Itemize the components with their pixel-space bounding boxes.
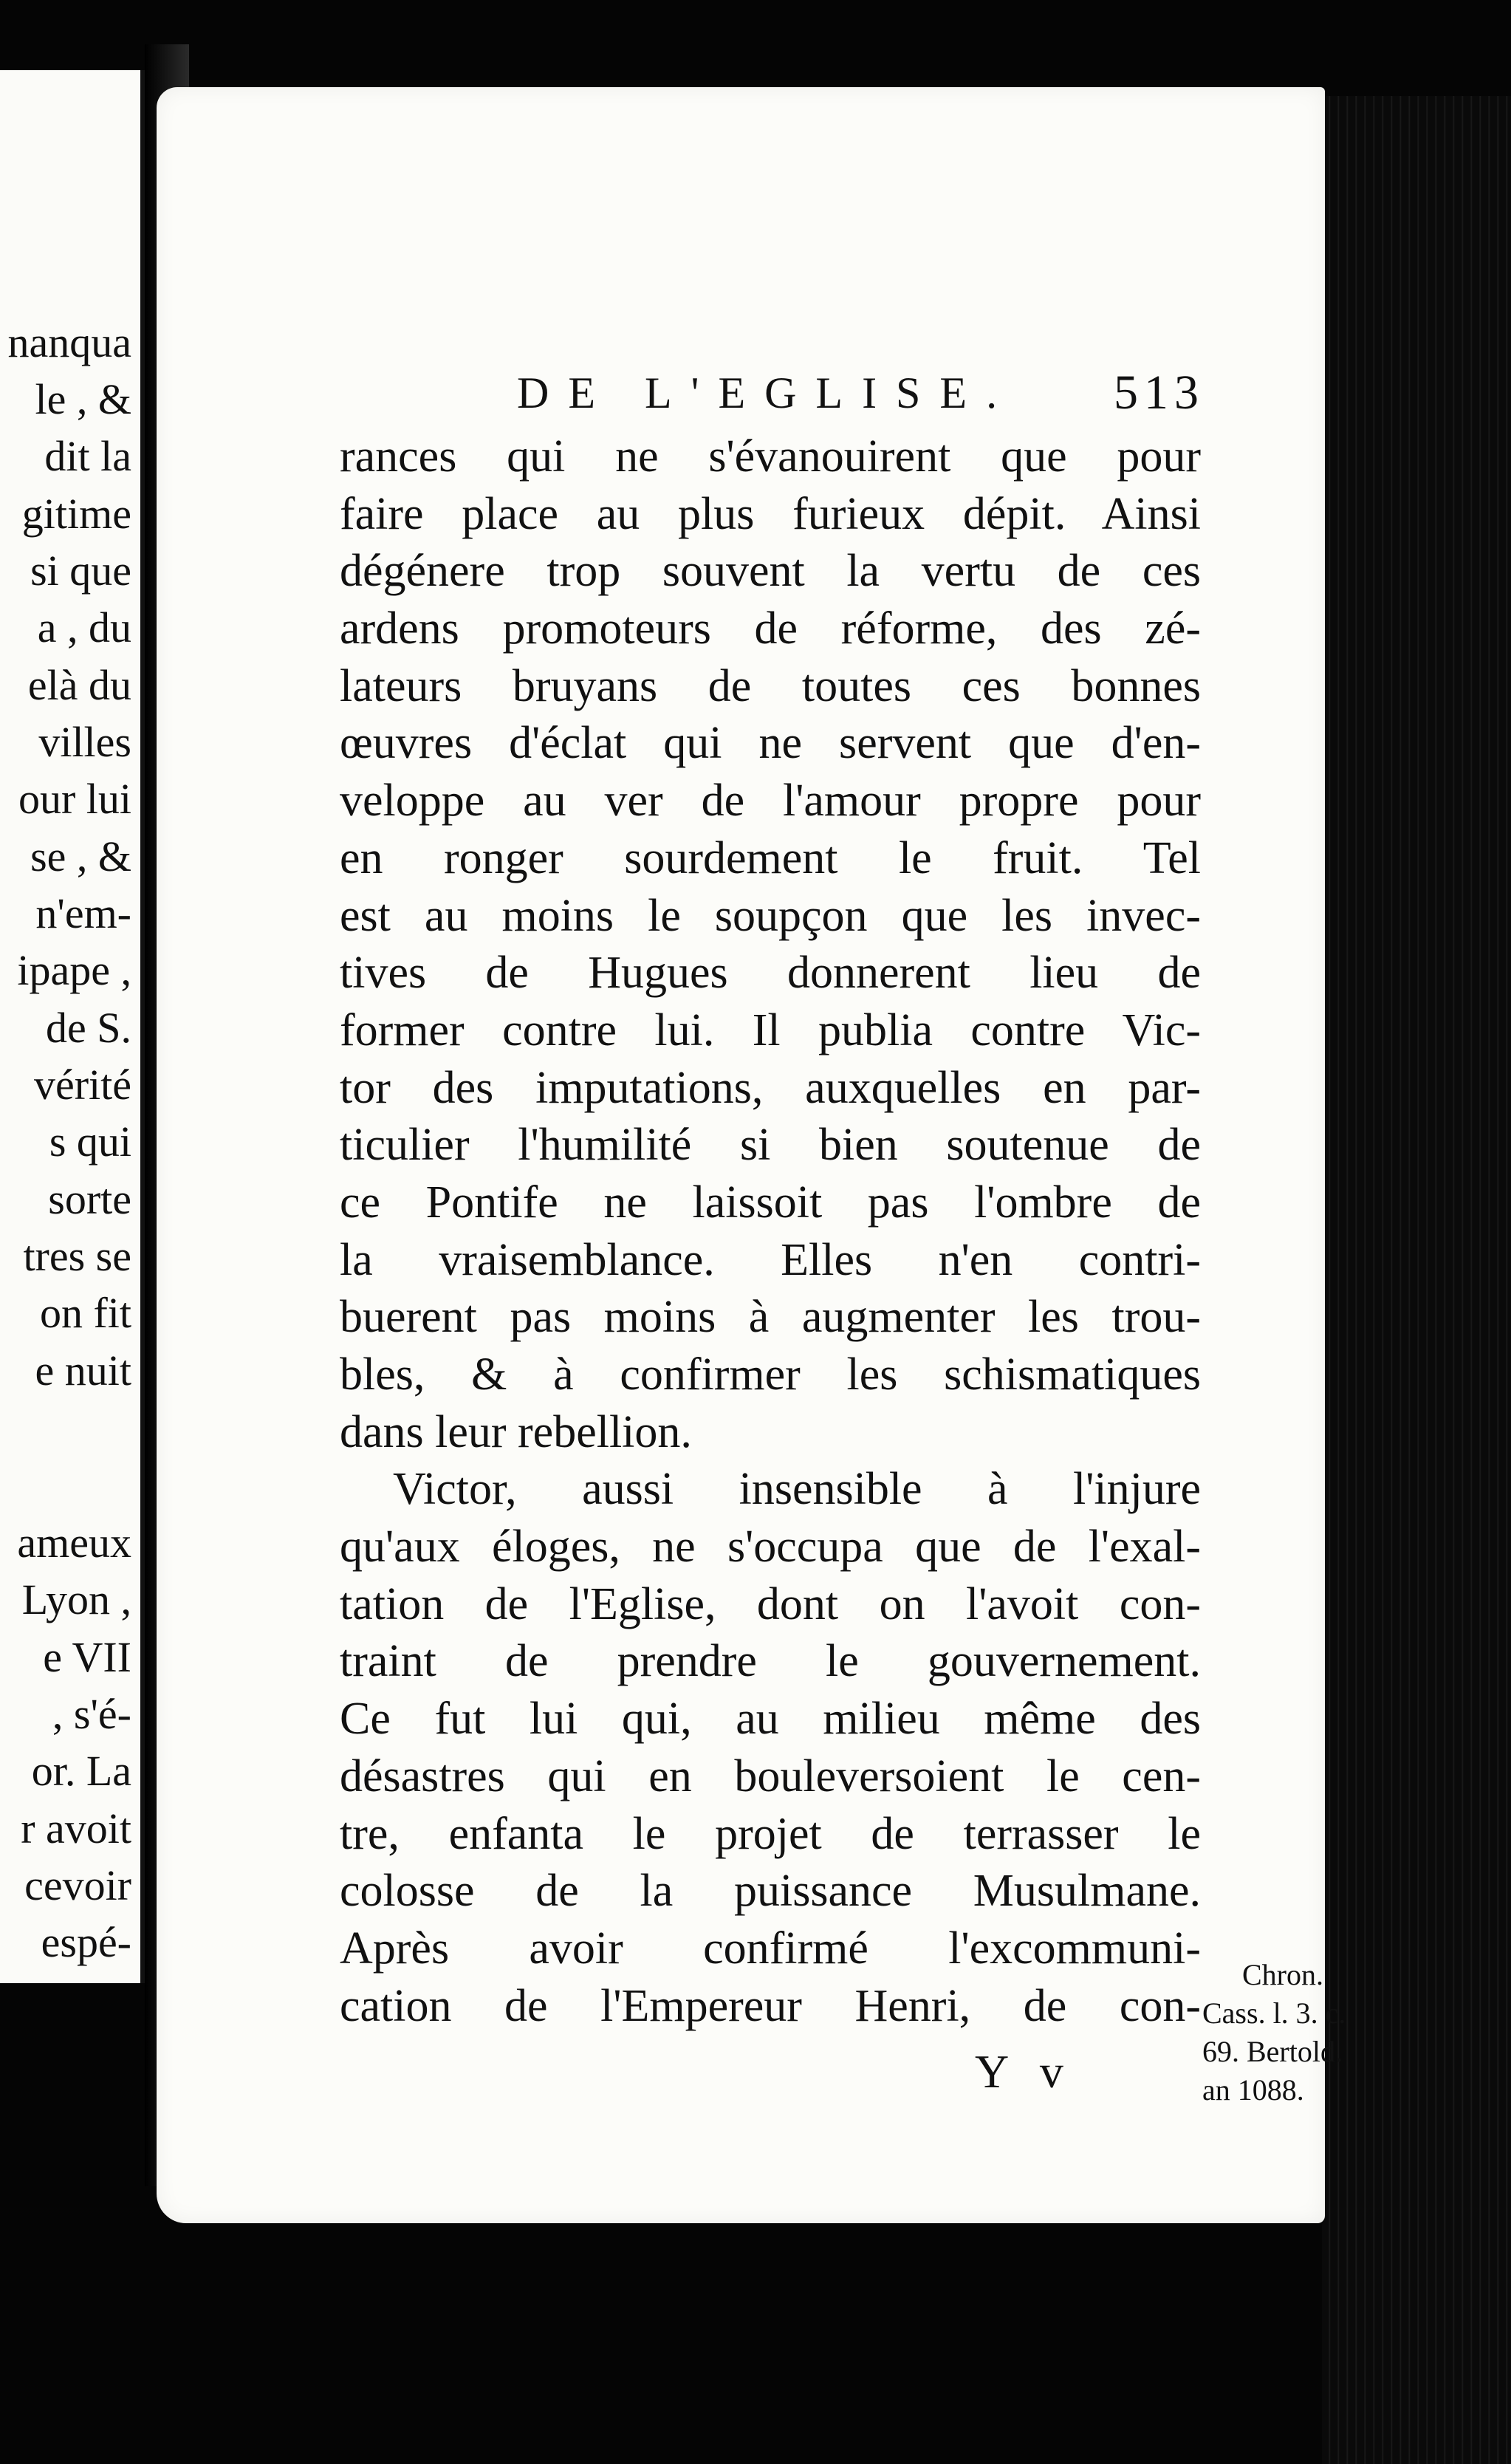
book-page: [157, 87, 1346, 2223]
signature-mark: Y v: [975, 2045, 1074, 2098]
text-line: faire place au plus furieux dépit. Ainsi: [340, 488, 1201, 539]
text-line: tation de l'Eglise, dont on l'avoit con-: [340, 1578, 1201, 1629]
left-page-line: vérité: [33, 1061, 131, 1109]
body-text: [340, 428, 1201, 2035]
text-line: tor des imputations, auxquelles en par-: [340, 1062, 1201, 1113]
left-page-line: le , &: [35, 375, 131, 423]
left-page-line: cevoir: [24, 1861, 131, 1909]
text-line: Victor, aussi insensible à l'injure: [393, 1464, 1201, 1515]
text-line: cation de l'Empereur Henri, de con-: [340, 1980, 1201, 2031]
left-page-line: e VII: [43, 1633, 131, 1681]
text-line: veloppe au ver de l'amour propre pour: [340, 776, 1201, 827]
page-number: 513: [1114, 366, 1205, 420]
text-line: désastres qui en bouleversoient le cen-: [340, 1751, 1201, 1801]
left-page-line: villes: [38, 718, 131, 766]
left-page-line: dit la: [44, 432, 131, 480]
left-page-line: s qui: [49, 1118, 131, 1166]
running-head: DE L'EGLISE.: [517, 369, 1017, 417]
text-line: qu'aux éloges, ne s'occupa que de l'exal-: [340, 1522, 1201, 1572]
text-line: tives de Hugues donnerent lieu de: [340, 948, 1201, 999]
marginal-note-line: Cass. l. 3. c.: [1202, 1996, 1346, 2030]
left-page-line: nanqua: [7, 318, 131, 366]
left-page-line: si que: [30, 547, 131, 595]
text-line: dans leur rebellion.: [340, 1406, 692, 1457]
left-page-line: de S.: [46, 1004, 131, 1052]
marginal-note-line: Chron.: [1242, 1958, 1323, 1991]
left-page-line: our lui: [18, 775, 131, 823]
left-page-line: e nuit: [35, 1346, 131, 1394]
left-page-line: gitime: [21, 490, 131, 538]
left-page-line: tres se: [23, 1232, 131, 1280]
text-line: est au moins le soupçon que les invec-: [340, 890, 1201, 941]
text-line: traint de prendre le gouvernement.: [340, 1636, 1201, 1687]
text-line: en ronger sourdement le fruit. Tel: [340, 832, 1201, 883]
text-line: œuvres d'éclat qui ne servent que d'en-: [340, 718, 1201, 769]
marginal-note-line: 69. Bertold.: [1202, 2035, 1343, 2068]
text-line: colosse de la puissance Musulmane.: [340, 1866, 1201, 1917]
text-line: dégénere trop souvent la vertu de ces: [340, 546, 1201, 597]
text-line: Ce fut lui qui, au milieu même des: [340, 1694, 1201, 1745]
text-line: ardens promoteurs de réforme, des zé-: [340, 603, 1201, 654]
text-line: buerent pas moins à augmenter les trou-: [340, 1292, 1201, 1343]
left-page-line: se , &: [30, 832, 131, 880]
left-page-line: Lyon ,: [21, 1575, 131, 1623]
text-line: tre, enfanta le projet de terrasser le: [340, 1808, 1201, 1859]
left-page-line: elà du: [27, 661, 131, 709]
left-page-line: ameux: [17, 1519, 131, 1567]
left-page-line: on fit: [39, 1289, 131, 1337]
text-line: ce Pontife ne laissoit pas l'ombre de: [340, 1177, 1201, 1228]
left-page-line: , s'é-: [52, 1690, 131, 1738]
left-page-line: n'em-: [35, 889, 131, 937]
left-page-line: espé-: [41, 1918, 131, 1966]
text-line: bles, & à confirmer les schismatiques: [340, 1349, 1201, 1400]
text-line: rances qui ne s'évanouirent que pour: [340, 431, 1201, 482]
text-line: ticulier l'humilité si bien soutenue de: [340, 1120, 1201, 1171]
marginal-note: [1202, 1956, 1424, 2109]
text-line: Après avoir confirmé l'excommuni-: [340, 1923, 1201, 1974]
marginal-note-line: an 1088.: [1202, 2073, 1304, 2107]
left-page-line: ipape ,: [17, 946, 131, 994]
left-page-line: sorte: [48, 1175, 131, 1223]
left-page-line: or. La: [31, 1747, 131, 1795]
left-page-line: a , du: [37, 603, 131, 651]
text-line: former contre lui. Il publia contre Vic-: [340, 1005, 1201, 1055]
previous-page-fragment: [0, 70, 145, 1983]
text-line: lateurs bruyans de toutes ces bonnes: [340, 660, 1201, 711]
text-line: la vraisemblance. Elles n'en contri-: [340, 1234, 1201, 1285]
left-page-line: r avoit: [21, 1804, 131, 1852]
